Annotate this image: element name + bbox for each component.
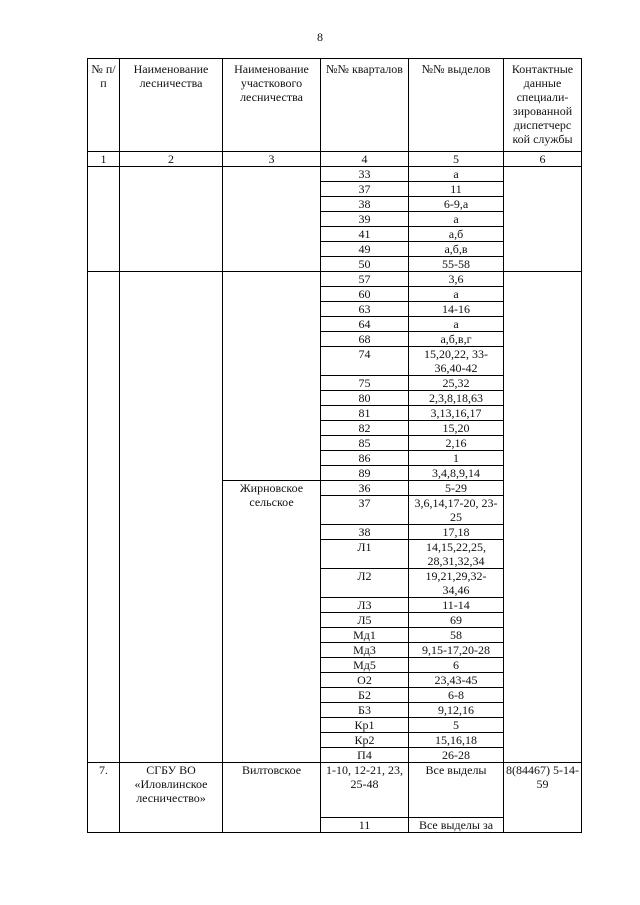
allotment-cell: 3,13,16,17: [409, 406, 504, 421]
row-number-cell: 7.: [88, 763, 120, 833]
allotment-cell: 1: [409, 451, 504, 466]
col-number: 4: [321, 152, 409, 167]
contact-cell: [504, 167, 582, 272]
table-row: [88, 272, 582, 287]
quarter-cell: З6: [321, 481, 409, 496]
forestry-table: [87, 58, 582, 833]
quarter-cell: 11: [321, 818, 409, 833]
column-number-row: [88, 152, 582, 167]
quarter-cell: Б2: [321, 688, 409, 703]
quarter-cell: Мд3: [321, 643, 409, 658]
allotment-cell: 23,43-45: [409, 673, 504, 688]
allotment-cell: 19,21,29,32- 34,46: [409, 569, 504, 598]
header-allotments: №№ выделов: [409, 59, 504, 152]
forestry-name-cell: СГБУ ВО «Иловлинское лесничество»: [120, 763, 223, 833]
allotment-cell: а: [409, 167, 504, 182]
contact-cell: [504, 272, 582, 763]
header-num: № п/п: [88, 59, 120, 152]
allotment-cell: 5: [409, 718, 504, 733]
allotment-cell: Все выделы за: [409, 818, 504, 833]
allotment-cell: 11: [409, 182, 504, 197]
allotment-cell: а: [409, 287, 504, 302]
quarter-cell: 57: [321, 272, 409, 287]
col-number: 5: [409, 152, 504, 167]
quarter-cell: 49: [321, 242, 409, 257]
district-name-cell: Вилтовское: [223, 763, 321, 833]
allotment-cell: 3,4,8,9,14: [409, 466, 504, 481]
allotment-cell: 17,18: [409, 525, 504, 540]
quarter-cell: П4: [321, 748, 409, 763]
allotment-cell: 14-16: [409, 302, 504, 317]
allotment-cell: 3,6,14,17-20, 23-25: [409, 496, 504, 525]
allotment-cell: 9,12,16: [409, 703, 504, 718]
quarter-cell: 41: [321, 227, 409, 242]
allotment-cell: а,б,в,г: [409, 332, 504, 347]
quarter-cell: О2: [321, 673, 409, 688]
allotment-cell: 25,32: [409, 376, 504, 391]
allotment-cell: 15,16,18: [409, 733, 504, 748]
allotment-cell: 5-29: [409, 481, 504, 496]
quarter-cell: 75: [321, 376, 409, 391]
header-forestry: Наименование лесничества: [120, 59, 223, 152]
quarter-cell: З8: [321, 525, 409, 540]
quarter-cell: 68: [321, 332, 409, 347]
quarter-cell: 38: [321, 197, 409, 212]
allotment-cell: 55-58: [409, 257, 504, 272]
allotment-cell: 2,3,8,18,63: [409, 391, 504, 406]
quarter-cell: 37: [321, 182, 409, 197]
header-contacts: Контактные данные специали-зированной диспетчерс кой службы: [504, 59, 582, 152]
allotment-cell: а,б: [409, 227, 504, 242]
contact-cell: 8(84467) 5-14-59: [504, 763, 582, 833]
quarter-cell: 80: [321, 391, 409, 406]
quarter-cell: Л5: [321, 613, 409, 628]
page-number: 8: [317, 30, 323, 44]
allotment-cell: а,б,в: [409, 242, 504, 257]
quarter-cell: 85: [321, 436, 409, 451]
quarter-cell: 89: [321, 466, 409, 481]
quarter-cell: 50: [321, 257, 409, 272]
quarter-cell: 74: [321, 347, 409, 376]
quarter-cell: Б3: [321, 703, 409, 718]
allotment-cell: 58: [409, 628, 504, 643]
quarter-cell: Кр1: [321, 718, 409, 733]
header-row: [88, 59, 582, 152]
quarter-cell: Кр2: [321, 733, 409, 748]
quarter-cell: З7: [321, 496, 409, 525]
allotment-cell: 6-8: [409, 688, 504, 703]
allotment-cell: 15,20,22, 33-36,40-42: [409, 347, 504, 376]
allotment-cell: 3,6: [409, 272, 504, 287]
col-number: 6: [504, 152, 582, 167]
col-number: 3: [223, 152, 321, 167]
quarter-cell: Мд1: [321, 628, 409, 643]
allotment-cell: 26-28: [409, 748, 504, 763]
allotment-cell: а: [409, 212, 504, 227]
header-quarters: №№ кварталов: [321, 59, 409, 152]
header-district: Наименование участкового лесничества: [223, 59, 321, 152]
forestry-cell: [120, 167, 223, 272]
forestry-cell: [120, 272, 223, 763]
quarter-cell: 81: [321, 406, 409, 421]
allotment-cell: 6: [409, 658, 504, 673]
district-name-cell: Жирновское сельское: [223, 481, 321, 763]
quarter-cell: 63: [321, 302, 409, 317]
allotment-cell: 69: [409, 613, 504, 628]
quarter-cell: 86: [321, 451, 409, 466]
quarter-cell: Л1: [321, 540, 409, 569]
allotment-cell: 2,16: [409, 436, 504, 451]
quarter-cell: 39: [321, 212, 409, 227]
quarter-cell: 64: [321, 317, 409, 332]
quarter-cell: 1-10, 12-21, 23, 25-48: [321, 763, 409, 818]
allotment-cell: 15,20: [409, 421, 504, 436]
quarter-cell: 60: [321, 287, 409, 302]
table-row: [88, 167, 582, 182]
quarter-cell: 33: [321, 167, 409, 182]
allotment-cell: а: [409, 317, 504, 332]
col-number: 2: [120, 152, 223, 167]
allotment-cell: Все выделы: [409, 763, 504, 818]
allotment-cell: 11-14: [409, 598, 504, 613]
num-cell: [88, 167, 120, 272]
quarter-cell: Л2: [321, 569, 409, 598]
table-row: [88, 763, 582, 818]
num-cell: [88, 272, 120, 763]
district-cell: [223, 272, 321, 481]
col-number: 1: [88, 152, 120, 167]
quarter-cell: 82: [321, 421, 409, 436]
allotment-cell: 9,15-17,20-28: [409, 643, 504, 658]
quarter-cell: Л3: [321, 598, 409, 613]
allotment-cell: 14,15,22,25, 28,31,32,34: [409, 540, 504, 569]
quarter-cell: Мд5: [321, 658, 409, 673]
allotment-cell: 6-9,а: [409, 197, 504, 212]
district-cell: [223, 167, 321, 272]
